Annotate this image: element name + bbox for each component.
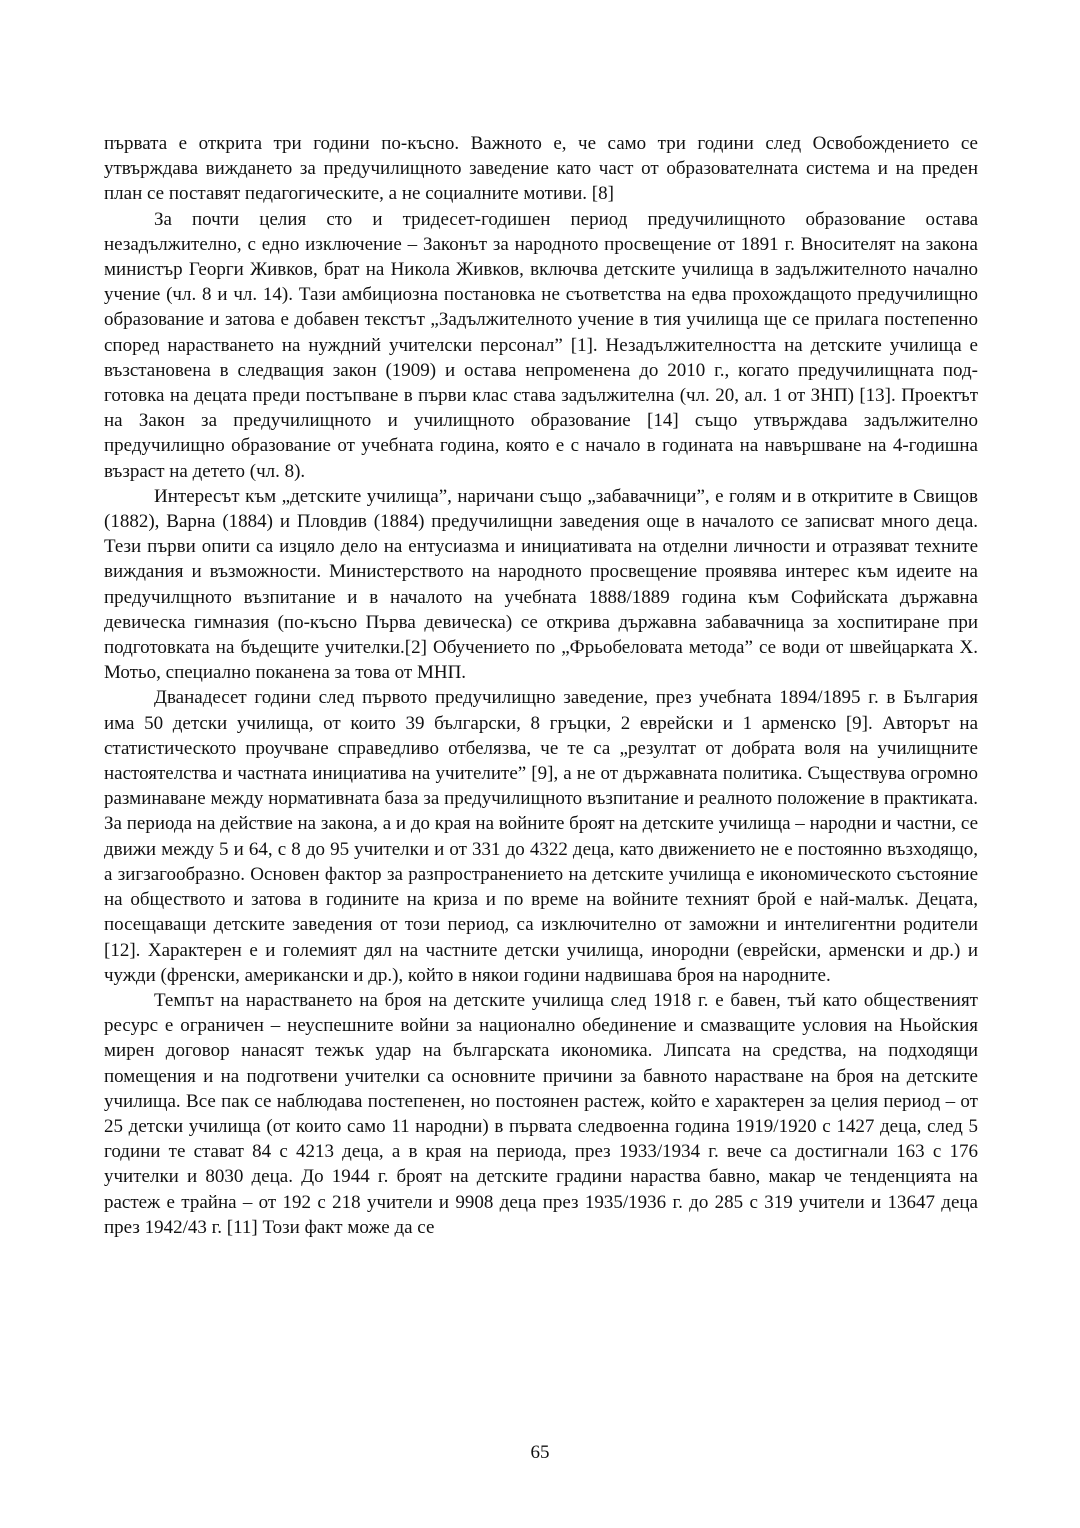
paragraph-continuation: първата е открита три години по-късно. Важното е, че само три години след Освобождението се утвърждава виждането за предучилищното заведение като част от образователната система и на преден план се поставят педагогическите, а не социалните мотиви. [8] <box>104 133 978 205</box>
paragraph-statistics-1894: Дванадесет години след първото предучилищно заведение, през учебната 1894/1895 г. в България има 50 детски училища, от които 39 български, 8 гръцки, 2 еврейски и 1 арменско [9]. Авторът на статистическото проучване справедливо отбелязва, че те са „резултат от добрата воля на училищните настоятелства и частната инициатива на учителите” [9], а не от държавната политика. Съществува огромно разминаване между нормативната база за предучилищното възпитание и реалното положение в практиката. За периода на действие на закона, а и до края на войните броят на детските училища – народни и частни, се движи между 5 и 64, с 8 до 95 учителки и от 331 до 4322 деца, като движението не е постоянно възходящо, а зигзагообразно. Основен фактор за разпространението на детските училища е икономическото състояние на обществото и затова в годините на криза и по време на войните техният брой е най-малък. Децата, посещаващи детските заведения от този период, са изключително от заможни и интелигентни родители [12]. Характерен е и големият дял на частните детски училища, инородни (еврейски, арменски и др.) и чужди (френски, американски и др.), който в някои години надвишава броя на народните. <box>104 687 978 986</box>
paragraph-kindergartens-interest: Интересът към „детските училища”, наричани също „забавачници”, е голям и в откритите в Свищов (1882), Варна (1884) и Пловдив (1884) предучилищни заведения още в началото се записват много деца. Тези първи опити са изцяло дело на ентусиазма и инициативата на отделни личности и отразяват техните виждания и възможности. Министерството на народното просвещение проявява интерес към идеите на предучилщното възпитание и в началото на учебната 1888/1889 година към Софийската държавна девическа гимназия (по-късно Първа девическа) се открива държавна забавачница за хоспитиране при подготовката на бъдещите учителки.[2] Обучението по „Фрьобеловата метода” се води от швейцарката Х. Мотьо, специално поканена за това от МНП. <box>104 485 978 684</box>
page-number: 65 <box>530 1442 550 1463</box>
paragraph-growth-after-1918: Темпът на нарастването на броя на детските училища след 1918 г. е бавен, тъй като общественият ресурс е ограничен – неуспешните войни за национално обединение и смазващите условия на Ньойския мирен договор нанасят тежък удар на българската икономика. Липсата на средства, на подходящи помещения и на подготвени учителки са основните причини за бавното нарастване на броя на детските училища. Все пак се наблюдава постепенен, но постоянен растеж, който е характерен за целия период – от 25 детски училища (от които само 11 народни) в първата следвоенна година 1919/1920 с 1427 деца, след 5 години те стават 84 с 4213 деца, а в края на периода, през 1933/1934 г. вече са достигнали 163 с 176 учителки и 8030 деца. До 1944 г. броят на детските градини нараства бавно, макар че тенденцията на растеж е трайна – от 192 с 218 учители и 9908 деца през 1935/1936 г. до 285 с 319 учители и 13647 деца през 1942/43 г. [11] Този факт може да се <box>104 989 978 1238</box>
paragraph-compulsory-education: За почти целия сто и тридесет-годишен период предучилищното образование остава незадължително, с едно изключение – Законът за народното просвещение от 1891 г. Вносителят на закона министър Георги Живков, брат на Никола Живков, включва детските училища в задължителното начално учение (чл. 8 и чл. 14). Тази амбициозна постановка не съответства на едва прохождащото предучилищно образование и затова е добавен текстът „Задължителното учение в тия училища ще се прилага постепенно според нарастването на нуждний учителски персонал” [1]. Незадължителността на детските училища е възстановена в следващия закон (1909) и остава непроменена до 2010 г., когато предучилищната подготовка на децата преди постъпване в първи клас става задължителна (чл. 20, ал. 1 от ЗНП) [13]. Проектът на Закон за предучилищното и училищното образование [14] също утвърждава задължително предучилищно образование от учебната година, която е с начало в годината на навършване на 4-годишна възраст на детето (чл. 8). <box>104 208 978 482</box>
page-body <box>104 131 978 1240</box>
